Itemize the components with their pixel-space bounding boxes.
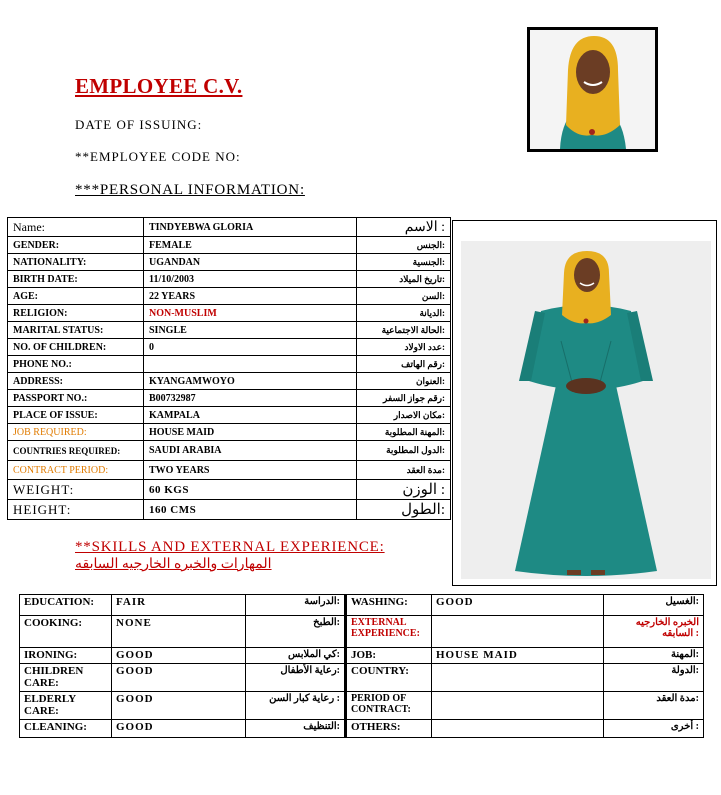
elderly-care-label: ELDERLY CARE: (20, 692, 112, 720)
education-label: EDUCATION: (20, 595, 112, 616)
table-row (8, 339, 451, 356)
external-experience-label-ar: الخبره الخارجيه السابقه : (604, 616, 704, 648)
washing-label: WASHING: (346, 595, 432, 616)
passport-label: PASSPORT NO.: (8, 390, 144, 407)
address-value: KYANGAMWOYO (144, 373, 357, 390)
nationality-label: NATIONALITY: (8, 254, 144, 271)
address-label-ar: العنوان: (357, 373, 451, 390)
height-value: 160 CMS (144, 500, 357, 520)
name-label-ar: الاسم : (357, 218, 451, 237)
table-row (20, 720, 704, 738)
job-required-label: JOB REQUIRED: (8, 424, 144, 441)
address-label: ADDRESS: (8, 373, 144, 390)
table-row (8, 461, 451, 480)
table-row (8, 424, 451, 441)
countries-required-value: SAUDI ARABIA (144, 441, 357, 461)
job-label: JOB: (346, 648, 432, 664)
table-row (8, 237, 451, 254)
phone-label: PHONE NO.: (8, 356, 144, 373)
others-label-ar: أخرى : (604, 720, 704, 738)
table-row (8, 356, 451, 373)
children-care-value: GOOD (112, 664, 246, 692)
birth-date-label-ar: تاريخ الميلاد: (357, 271, 451, 288)
contract-period-label: CONTRACT PERIOD: (8, 461, 144, 480)
age-label-ar: السن: (357, 288, 451, 305)
period-of-contract-value (432, 692, 604, 720)
table-row (20, 648, 704, 664)
table-row (20, 664, 704, 692)
personal-info-heading: ***PERSONAL INFORMATION: (75, 182, 305, 198)
job-label-ar: المهنة: (604, 648, 704, 664)
employee-code: **EMPLOYEE CODE NO: (75, 149, 241, 164)
place-of-issue-label-ar: مكان الاصدار: (357, 407, 451, 424)
table-row (8, 407, 451, 424)
marital-status-value: SINGLE (144, 322, 357, 339)
cooking-label-ar: الطبخ: (246, 616, 346, 648)
children-label: NO. OF CHILDREN: (8, 339, 144, 356)
height-label-ar: الطول: (357, 500, 451, 520)
contract-period-label-ar: مدة العقد: (357, 461, 451, 480)
place-of-issue-label: PLACE OF ISSUE: (8, 407, 144, 424)
page-title: EMPLOYEE C.V. (75, 74, 243, 98)
children-care-label-ar: رعاية الأطفال: (246, 664, 346, 692)
table-row (8, 390, 451, 407)
skills-table (19, 594, 704, 738)
cooking-value: NONE (112, 616, 246, 648)
religion-value: NON-MUSLIM (144, 305, 357, 322)
job-value: HOUSE MAID (432, 648, 604, 664)
passport-value: B00732987 (144, 390, 357, 407)
phone-value (144, 356, 357, 373)
table-row (20, 595, 704, 616)
external-experience-label: EXTERNAL EXPERIENCE: (346, 616, 432, 648)
country-label-ar: الدولة: (604, 664, 704, 692)
name-value: TINDYEBWA GLORIA (144, 218, 357, 237)
cooking-label: COOKING: (20, 616, 112, 648)
weight-label: WEIGHT: (8, 480, 144, 500)
age-value: 22 YEARS (144, 288, 357, 305)
weight-label-ar: الوزن : (357, 480, 451, 500)
children-care-label: CHILDREN CARE: (20, 664, 112, 692)
country-label: COUNTRY: (346, 664, 432, 692)
table-row (8, 322, 451, 339)
elderly-care-value: GOOD (112, 692, 246, 720)
passport-label-ar: رقم جواز السفر: (357, 390, 451, 407)
washing-value: GOOD (432, 595, 604, 616)
others-value (432, 720, 604, 738)
weight-value: 60 KGS (144, 480, 357, 500)
period-of-contract-label: PERIOD OF CONTRACT: (346, 692, 432, 720)
birth-date-value: 11/10/2003 (144, 271, 357, 288)
age-label: AGE: (8, 288, 144, 305)
table-row (8, 254, 451, 271)
place-of-issue-value: KAMPALA (144, 407, 357, 424)
religion-label: RELIGION: (8, 305, 144, 322)
washing-label-ar: الغسيل: (604, 595, 704, 616)
table-row (8, 271, 451, 288)
contract-period-value: TWO YEARS (144, 461, 357, 480)
ironing-value: GOOD (112, 648, 246, 664)
cleaning-label-ar: التنظيف: (246, 720, 346, 738)
nationality-label-ar: الجنسية: (357, 254, 451, 271)
job-required-value: HOUSE MAID (144, 424, 357, 441)
skills-heading-ar: المهارات والخبره الخارجيه السابقه (75, 557, 272, 572)
table-row (20, 616, 704, 648)
personal-info-table (7, 217, 451, 520)
table-row (8, 500, 451, 520)
ironing-label: IRONING: (20, 648, 112, 664)
date-of-issuing: DATE OF ISSUING: (75, 117, 203, 132)
period-of-contract-label-ar: مدة العقد: (604, 692, 704, 720)
table-row (8, 441, 451, 461)
table-row (8, 305, 451, 322)
gender-label-ar: الجنس: (357, 237, 451, 254)
education-value: FAIR (112, 595, 246, 616)
others-label: OTHERS: (346, 720, 432, 738)
table-row (8, 218, 451, 237)
birth-date-label: BIRTH DATE: (8, 271, 144, 288)
children-value: 0 (144, 339, 357, 356)
countries-required-label: COUNTRIES REQUIRED: (8, 441, 144, 461)
children-label-ar: عدد الاولاد: (357, 339, 451, 356)
job-required-label-ar: المهنة المطلوبة: (357, 424, 451, 441)
table-row (8, 288, 451, 305)
cleaning-value: GOOD (112, 720, 246, 738)
nationality-value: UGANDAN (144, 254, 357, 271)
table-row (8, 480, 451, 500)
gender-label: GENDER: (8, 237, 144, 254)
table-row (8, 373, 451, 390)
countries-required-label-ar: الدول المطلوبة: (357, 441, 451, 461)
full-length-photo (452, 220, 717, 586)
ironing-label-ar: كي الملابس: (246, 648, 346, 664)
height-label: HEIGHT: (8, 500, 144, 520)
elderly-care-label-ar: رعاية كبار السن : (246, 692, 346, 720)
country-value (432, 664, 604, 692)
education-label-ar: الدراسة: (246, 595, 346, 616)
marital-status-label-ar: الحالة الاجتماعية: (357, 322, 451, 339)
portrait-photo (527, 27, 658, 152)
religion-label-ar: الديانة: (357, 305, 451, 322)
name-label: Name: (8, 218, 144, 237)
cleaning-label: CLEANING: (20, 720, 112, 738)
skills-heading: **SKILLS AND EXTERNAL EXPERIENCE: (75, 539, 385, 555)
table-row (20, 692, 704, 720)
external-experience-value (432, 616, 604, 648)
marital-status-label: MARITAL STATUS: (8, 322, 144, 339)
phone-label-ar: رقم الهاتف: (357, 356, 451, 373)
gender-value: FEMALE (144, 237, 357, 254)
